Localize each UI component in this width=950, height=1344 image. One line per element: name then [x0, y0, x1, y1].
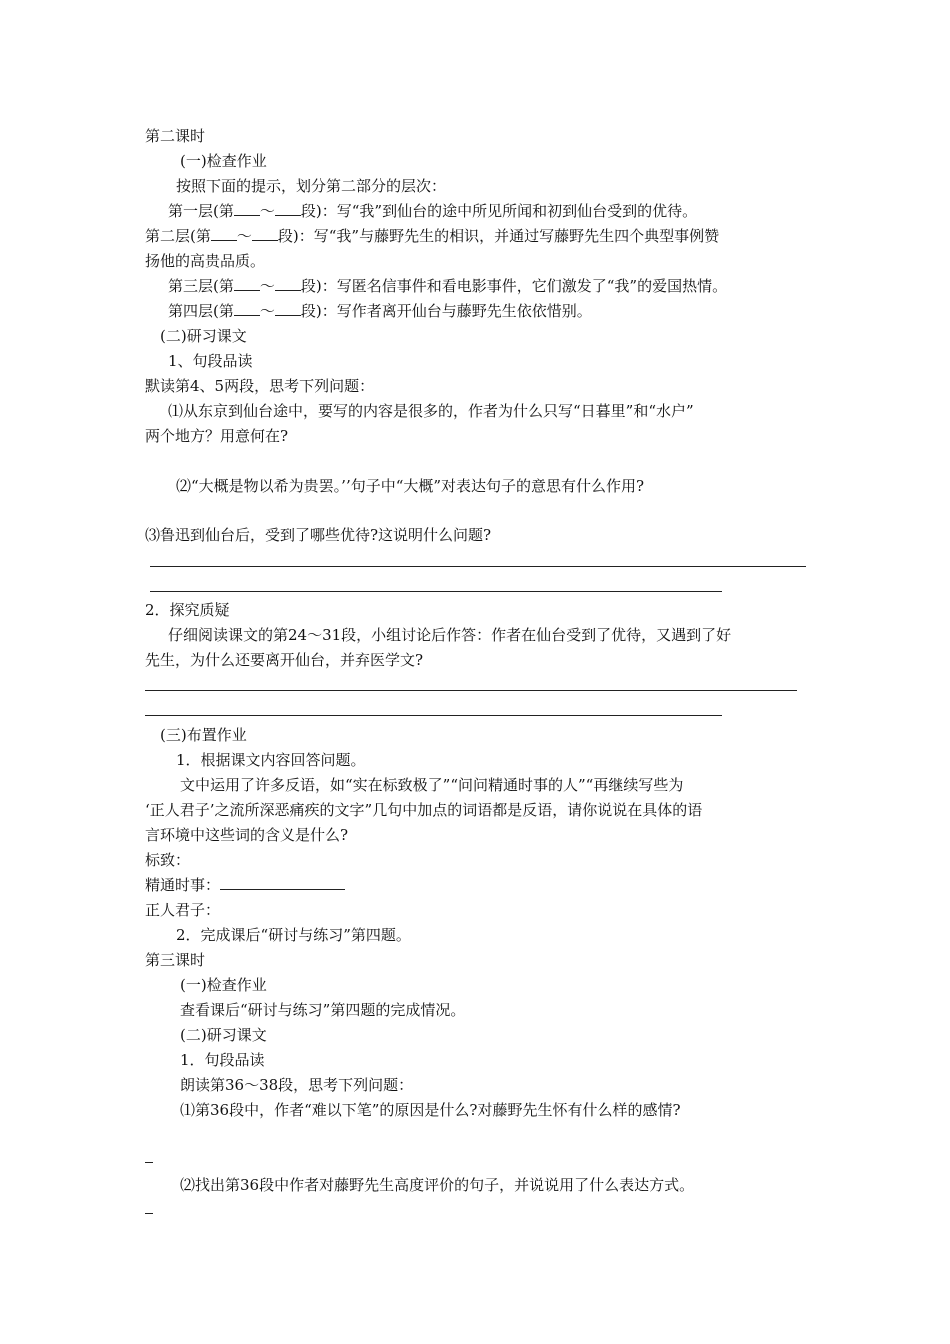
layer-3: 第三层(第 ～ 段)：写匿名信事件和看电影事件，它们激发了“我”的爱国热情。 [168, 277, 728, 295]
lesson3-reading-intro: 朗读第36～38段，思考下列问题： [180, 1076, 414, 1094]
question-2: ⑵“大概是物以希为贵罢。’’句子中“大概”对表达句子的意思有什么作用? [176, 477, 645, 495]
homework-1-text-3: 言环境中这些词的含义是什么? [145, 826, 349, 844]
blank[interactable] [234, 276, 260, 291]
answer-mark[interactable] [145, 1213, 153, 1214]
lesson3-section-check: (一)检查作业 [180, 976, 267, 994]
lesson2-section-check: (一)检查作业 [180, 152, 267, 170]
layer-2-continued: 扬他的高贵品质。 [145, 252, 266, 270]
layer-4: 第四层(第 ～ 段)：写作者离开仙台与藤野先生依依惜别。 [168, 302, 592, 320]
lesson2-title: 第二课时 [145, 127, 206, 145]
blank[interactable] [211, 226, 237, 241]
answer-line[interactable] [150, 591, 722, 592]
answer-line[interactable] [150, 566, 806, 567]
lesson2-intro: 按照下面的提示，划分第二部分的层次： [176, 177, 447, 195]
blank[interactable] [252, 226, 278, 241]
lesson3-question-2: ⑵找出第36段中作者对藤野先生高度评价的句子，并说说用了什么表达方式。 [180, 1176, 695, 1194]
homework-2: 2．完成课后“研讨与练习”第四题。 [176, 926, 411, 944]
term-jingtong-shishi: 精通时事： [145, 875, 345, 895]
lesson2-section-homework: (三)布置作业 [160, 726, 247, 744]
lesson3-section-study: (二)研习课文 [180, 1026, 267, 1044]
answer-mark[interactable] [145, 1162, 153, 1163]
inquiry-text: 仔细阅读课文的第24～31段，小组讨论后作答：作者在仙台受到了优待，又遇到了好 [168, 626, 732, 644]
blank[interactable] [234, 201, 260, 216]
question-1-continued: 两个地方？用意何在? [145, 427, 289, 445]
question-1: ⑴从东京到仙台途中，要写的内容是很多的，作者为什么只写“日暮里”和“水户” [168, 402, 694, 420]
homework-1-text: 文中运用了许多反语，如“实在标致极了”“问问精通时事的人”“再继续写些为 [180, 776, 684, 794]
lesson3-title: 第三课时 [145, 951, 206, 969]
blank[interactable] [275, 276, 301, 291]
answer-blank[interactable] [220, 875, 345, 890]
answer-line[interactable] [145, 715, 722, 716]
lesson2-section-study: (二)研习课文 [160, 327, 247, 345]
question-3: ⑶鲁迅到仙台后，受到了哪些优待?这说明什么问题? [145, 526, 492, 544]
lesson3-reading-heading: 1．句段品读 [180, 1051, 265, 1069]
inquiry-text-continued: 先生，为什么还要离开仙台，并弃医学文? [145, 651, 424, 669]
lesson3-question-1: ⑴第36段中，作者“难以下笔”的原因是什么?对藤野先生怀有什么样的感情? [180, 1101, 681, 1119]
reading-intro: 默读第4、5两段，思考下列问题： [145, 377, 375, 395]
homework-1: 1．根据课文内容回答问题。 [176, 751, 366, 769]
inquiry-heading: 2．探究质疑 [145, 601, 230, 619]
reading-heading: 1、句段品读 [168, 352, 253, 370]
layer-2: 第二层(第 ～ 段)：写“我”与藤野先生的相识，并通过写藤野先生四个典型事例赞 [145, 227, 720, 245]
blank[interactable] [275, 201, 301, 216]
answer-line[interactable] [145, 690, 797, 691]
layer-1: 第一层(第 ～ 段)：写“我”到仙台的途中所见所闻和初到仙台受到的优待。 [168, 202, 698, 220]
term-biaozhi: 标致： [145, 851, 191, 869]
lesson3-check-text: 查看课后“研讨与练习”第四题的完成情况。 [180, 1001, 466, 1019]
homework-1-text-2: ‘正人君子’之流所深恶痛疾的文字”几句中加点的词语都是反语，请你说说在具体的语 [145, 801, 703, 819]
blank[interactable] [275, 301, 301, 316]
blank[interactable] [234, 301, 260, 316]
term-zhengren-junzi: 正人君子： [145, 901, 221, 919]
